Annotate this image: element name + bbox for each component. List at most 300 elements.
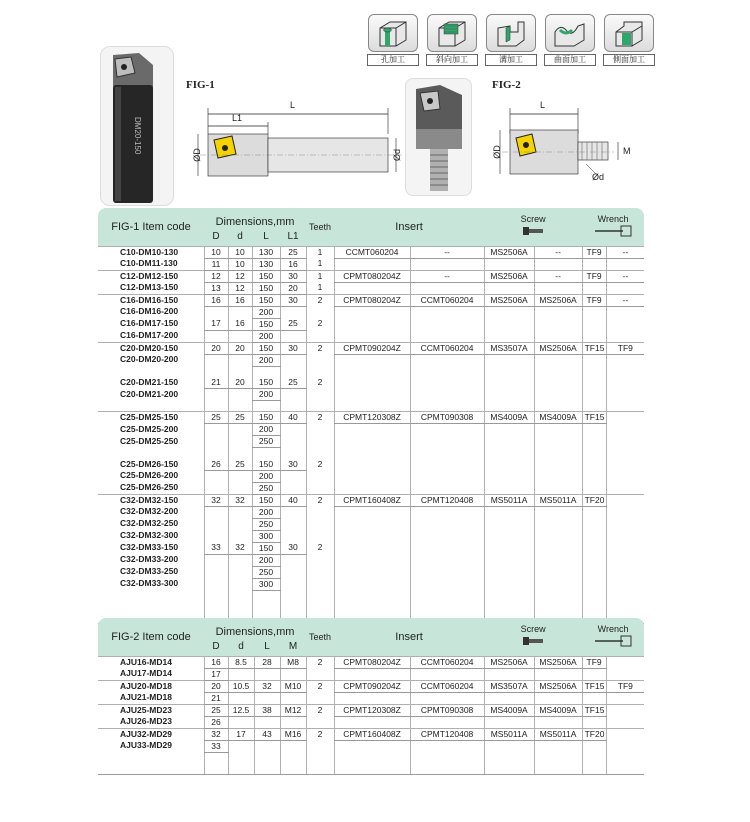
table-cell [410,482,484,494]
fig2-dim-D: ØD [491,145,502,159]
fig2-product-photo [405,78,472,196]
table-cell: 32 [204,728,228,740]
table-cell [582,668,606,680]
fig2-col-L: L [254,638,280,656]
side-machining-icon [604,14,654,52]
table-cell [410,459,484,471]
table-cell: 25 [204,704,228,716]
table-cell: M16 [280,728,306,740]
table-cell [534,389,582,401]
table-cell: 2 [306,459,334,471]
fig1-col-L: L [252,228,280,246]
table-cell [484,542,534,554]
table-cell [280,740,306,752]
table-cell: TF20 [582,494,606,506]
table-cell: 25 [280,246,306,258]
table-cell [534,716,582,728]
table-cell [534,258,582,270]
table-cell: M10 [280,680,306,692]
table-cell [534,306,582,318]
table-cell [306,424,334,436]
item-code-cell [98,601,204,612]
table-cell [306,740,334,752]
table-cell: 20 [204,342,228,354]
table-cell [484,470,534,482]
table-cell [252,590,280,601]
table-cell [228,470,252,482]
table-cell [306,716,334,728]
table-cell: CPMT090308 [410,704,484,716]
fig2-col-D: D [204,638,228,656]
table-cell [204,354,228,366]
table-cell: MS4009A [534,704,582,716]
table-cell: -- [410,270,484,282]
hole-machining-icon [368,14,418,52]
table-cell [410,740,484,752]
table-cell [582,601,606,612]
table-cell: 200 [252,354,280,366]
table-cell [280,716,306,728]
table-cell: MS2506A [484,294,534,306]
table-cell [306,306,334,318]
table-cell [280,506,306,518]
table-cell: MS3507A [484,342,534,354]
table-cell [410,763,484,774]
table-cell [484,482,534,494]
table-cell: TF9 [606,680,644,692]
table-cell [334,482,410,494]
table-cell [306,530,334,542]
table-cell: 12 [228,282,252,294]
table-row [98,294,644,306]
table-cell [534,692,582,704]
side-machining-card [602,14,656,67]
table-cell: 16 [204,294,228,306]
table-cell [306,401,334,412]
table-cell [582,578,606,590]
table-cell: TF15 [582,412,606,424]
table-cell [484,716,534,728]
table-cell [334,366,410,377]
hole-machining-card [366,14,420,67]
item-code-cell: C25-DM25-250 [120,435,179,446]
table-cell [582,740,606,752]
table-row [98,282,644,294]
table-cell: CCMT060204 [410,342,484,354]
table-row [98,366,644,377]
fig2-col-wrench [582,618,644,656]
table-row [98,330,644,342]
fig1-dim-d: Ød [392,148,403,162]
table-cell [410,401,484,412]
table-cell: 20 [228,377,252,389]
fig2-table-body [98,656,644,774]
table-cell [410,330,484,342]
table-cell [306,566,334,578]
fig1-col-L1: L1 [280,228,306,246]
table-cell [534,482,582,494]
table-cell [534,459,582,471]
table-cell: TF9 [582,270,606,282]
table-cell [410,448,484,459]
table-cell [334,282,410,294]
table-cell [484,377,534,389]
table-cell [334,763,410,774]
table-cell: 32 [204,494,228,506]
table-cell: 21 [204,692,228,704]
table-cell [334,752,410,763]
table-cell: 1 [306,282,334,294]
table-cell: 25 [228,459,252,471]
table-cell: 12.5 [228,704,254,716]
item-code-cell: C16-DM16-200 [120,306,179,316]
table-row [98,740,644,752]
item-code-cell: C25-DM25-200 [120,423,179,434]
screw-icon [521,634,545,648]
table-cell [484,566,534,578]
table-cell [280,330,306,342]
table-cell: TF15 [582,680,606,692]
table-cell: 2 [306,412,334,424]
table-cell: -- [606,270,644,282]
fig1-col-teeth: Teeth [306,208,334,246]
table-cell [582,401,606,412]
table-cell [280,366,306,377]
table-cell [582,330,606,342]
table-cell [484,306,534,318]
table-cell [582,424,606,436]
table-row [98,246,644,258]
table-cell: 1 [306,270,334,282]
table-cell [582,258,606,270]
item-code-cell [98,401,204,412]
table-cell [606,752,644,763]
table-cell [228,354,252,366]
table-cell [280,436,306,448]
table-cell [204,306,228,318]
table-cell [582,470,606,482]
table-row [98,554,644,566]
table-cell [582,282,606,294]
table-cell [254,692,280,704]
fig2-drawing [490,94,640,190]
item-code-cell: C32-DM33-250 [120,566,179,576]
table-cell: 2 [306,656,334,668]
table-cell [534,530,582,542]
table-cell: MS2506A [484,246,534,258]
table-cell [306,668,334,680]
table-cell [606,728,644,740]
table-cell [254,752,280,763]
table-cell [334,330,410,342]
item-code-cell: C20-DM21-150 [120,377,179,387]
table-cell [582,566,606,578]
table-cell [228,506,252,518]
table-cell [254,740,280,752]
table-cell: 10 [204,246,228,258]
table-cell [280,530,306,542]
table-cell [582,692,606,704]
fig2-table-header [98,618,644,656]
table-cell: MS3507A [484,680,534,692]
table-cell: 11 [204,258,228,270]
table-cell [606,578,644,590]
fig1-dim-D: ØD [191,148,202,162]
item-code-cell: C12-DM12-150 [98,270,204,282]
table-cell: 17 [228,728,254,740]
table-cell: 33 [204,542,228,554]
table-cell: 12 [204,270,228,282]
table-cell: 10.5 [228,680,254,692]
table-cell [334,554,410,566]
table-cell [484,459,534,471]
table-cell [410,668,484,680]
fig1-col-screw [484,208,582,246]
fig1-table-header [98,208,644,246]
table-cell: 33 [204,740,228,752]
table-cell: -- [606,294,644,306]
table-cell [606,377,644,389]
table-cell [484,318,534,330]
table-cell [306,554,334,566]
table-cell [280,554,306,566]
table-cell: 30 [280,270,306,282]
table-cell: 200 [252,330,280,342]
item-code-cell: C32-DM33-150 [120,542,179,552]
table-cell [606,740,644,752]
table-cell: 17 [204,318,228,330]
table-cell [484,366,534,377]
table-cell [228,740,254,752]
table-cell [534,601,582,612]
table-cell: CPMT160408Z [334,494,410,506]
table-cell [254,668,280,680]
table-cell: 200 [252,424,280,436]
item-code-cell: C20-DM20-200 [120,354,179,364]
table-cell [334,740,410,752]
fig1-col-d: d [228,228,252,246]
table-cell [204,389,228,401]
table-cell: 2 [306,377,334,389]
table-cell [582,306,606,318]
table-row [98,530,644,542]
item-code-cell [98,763,204,774]
table-cell [606,282,644,294]
table-cell [582,506,606,518]
table-cell: M8 [280,656,306,668]
table-cell [228,578,252,590]
table-cell [410,716,484,728]
curved-machining-card [543,14,597,67]
table-cell [334,470,410,482]
table-cell [534,566,582,578]
table-cell [534,470,582,482]
table-cell [606,704,644,716]
table-cell [606,482,644,494]
fig1-table-body [98,246,644,623]
table-row [98,459,644,471]
table-cell [204,506,228,518]
item-code-cell: AJU26-MD23 [120,716,172,726]
fig2-wrench-label: Wrench [597,623,629,634]
table-cell [280,692,306,704]
table-cell [410,692,484,704]
table-cell [280,590,306,601]
item-code-cell: C16-DM17-200 [120,330,179,340]
item-code-cell: C10-DM11-130 [120,258,178,268]
table-cell: 2 [306,318,334,330]
table-cell [582,436,606,448]
table-row [98,656,644,668]
table-row [98,542,644,554]
table-cell [228,763,254,774]
item-code-cell: AJU16-MD14 [98,656,204,668]
table-cell: M12 [280,704,306,716]
table-cell: 43 [254,728,280,740]
item-code-cell: C10-DM10-130 [98,246,204,258]
table-cell [534,506,582,518]
table-cell: -- [606,246,644,258]
table-cell: -- [410,246,484,258]
table-cell: 16 [204,656,228,668]
table-cell: 25 [280,318,306,330]
table-cell [606,366,644,377]
table-cell [334,590,410,601]
table-cell [484,330,534,342]
table-cell: 250 [252,518,280,530]
table-cell [606,424,644,436]
table-row [98,258,644,270]
table-cell: 20 [280,282,306,294]
table-cell [534,590,582,601]
table-cell [534,542,582,554]
curved-machining-icon [545,14,595,52]
table-cell: MS2506A [484,656,534,668]
table-cell [228,424,252,436]
table-cell: 16 [280,258,306,270]
table-cell [280,389,306,401]
table-cell: 20 [204,680,228,692]
table-cell: CCMT060204 [410,294,484,306]
table-cell [534,318,582,330]
table-row [98,401,644,412]
item-code-cell: AJU25-MD23 [98,704,204,716]
table-cell: 30 [280,459,306,471]
table-cell [534,554,582,566]
table-cell [410,306,484,318]
table-cell: 28 [254,656,280,668]
curved-machining-label: 曲面加工 [544,54,596,66]
table-cell [280,518,306,530]
table-cell: 150 [252,412,280,424]
item-code-cell: C32-DM32-200 [120,506,179,516]
table-cell [228,436,252,448]
table-cell [410,424,484,436]
table-cell: 8.5 [228,656,254,668]
table-cell: MS2506A [484,270,534,282]
table-cell [204,366,228,377]
fig2-col-M: M [280,638,306,656]
table-cell [228,330,252,342]
table-cell [306,752,334,763]
table-row [98,482,644,494]
table-cell [410,590,484,601]
fig2-dim-d: Ød [592,172,605,182]
table-cell [606,763,644,774]
table-cell: TF9 [606,342,644,354]
table-cell: MS2506A [534,680,582,692]
table-cell [228,306,252,318]
table-cell [228,601,252,612]
table-cell: CCMT060204 [334,246,410,258]
table-cell [204,436,228,448]
table-cell [410,318,484,330]
table-cell [410,566,484,578]
table-cell [582,518,606,530]
table-cell [410,436,484,448]
table-cell [204,482,228,494]
table-cell [306,389,334,401]
table-cell [334,692,410,704]
table-cell [204,578,228,590]
screw-icon [521,224,545,238]
fig1-dim-L1: L1 [232,113,243,123]
table-cell [606,518,644,530]
table-row [98,412,644,424]
table-cell [334,436,410,448]
table-cell: 2 [306,542,334,554]
table-cell: MS2506A [534,294,582,306]
table-cell [204,530,228,542]
table-cell [204,590,228,601]
table-cell [582,763,606,774]
table-cell [204,601,228,612]
table-cell [334,530,410,542]
table-cell [534,578,582,590]
table-cell [204,330,228,342]
fig1-col-D: D [204,228,228,246]
table-cell [606,542,644,554]
item-code-cell: C25-DM25-150 [98,412,204,424]
item-code-cell [98,752,204,763]
table-row [98,342,644,354]
table-cell: 38 [254,704,280,716]
table-cell [606,436,644,448]
item-code-cell: AJU32-MD29 [98,728,204,740]
table-cell [228,554,252,566]
table-cell: TF9 [582,294,606,306]
table-cell [280,482,306,494]
table-cell [484,258,534,270]
table-cell [306,578,334,590]
table-cell [252,448,280,459]
table-cell [582,448,606,459]
table-row [98,566,644,578]
fig2-spec-table [98,618,644,775]
table-cell [410,389,484,401]
item-code-cell: C32-DM32-250 [120,518,179,528]
item-code-cell: AJU20-MD18 [98,680,204,692]
table-row [98,318,644,330]
table-cell [334,389,410,401]
table-row [98,506,644,518]
table-cell: 26 [204,716,228,728]
table-cell [484,436,534,448]
table-cell [306,601,334,612]
slot-machining-label: 溝加工 [485,54,537,66]
table-cell: 300 [252,578,280,590]
fig2-col-insert: Insert [334,618,484,656]
